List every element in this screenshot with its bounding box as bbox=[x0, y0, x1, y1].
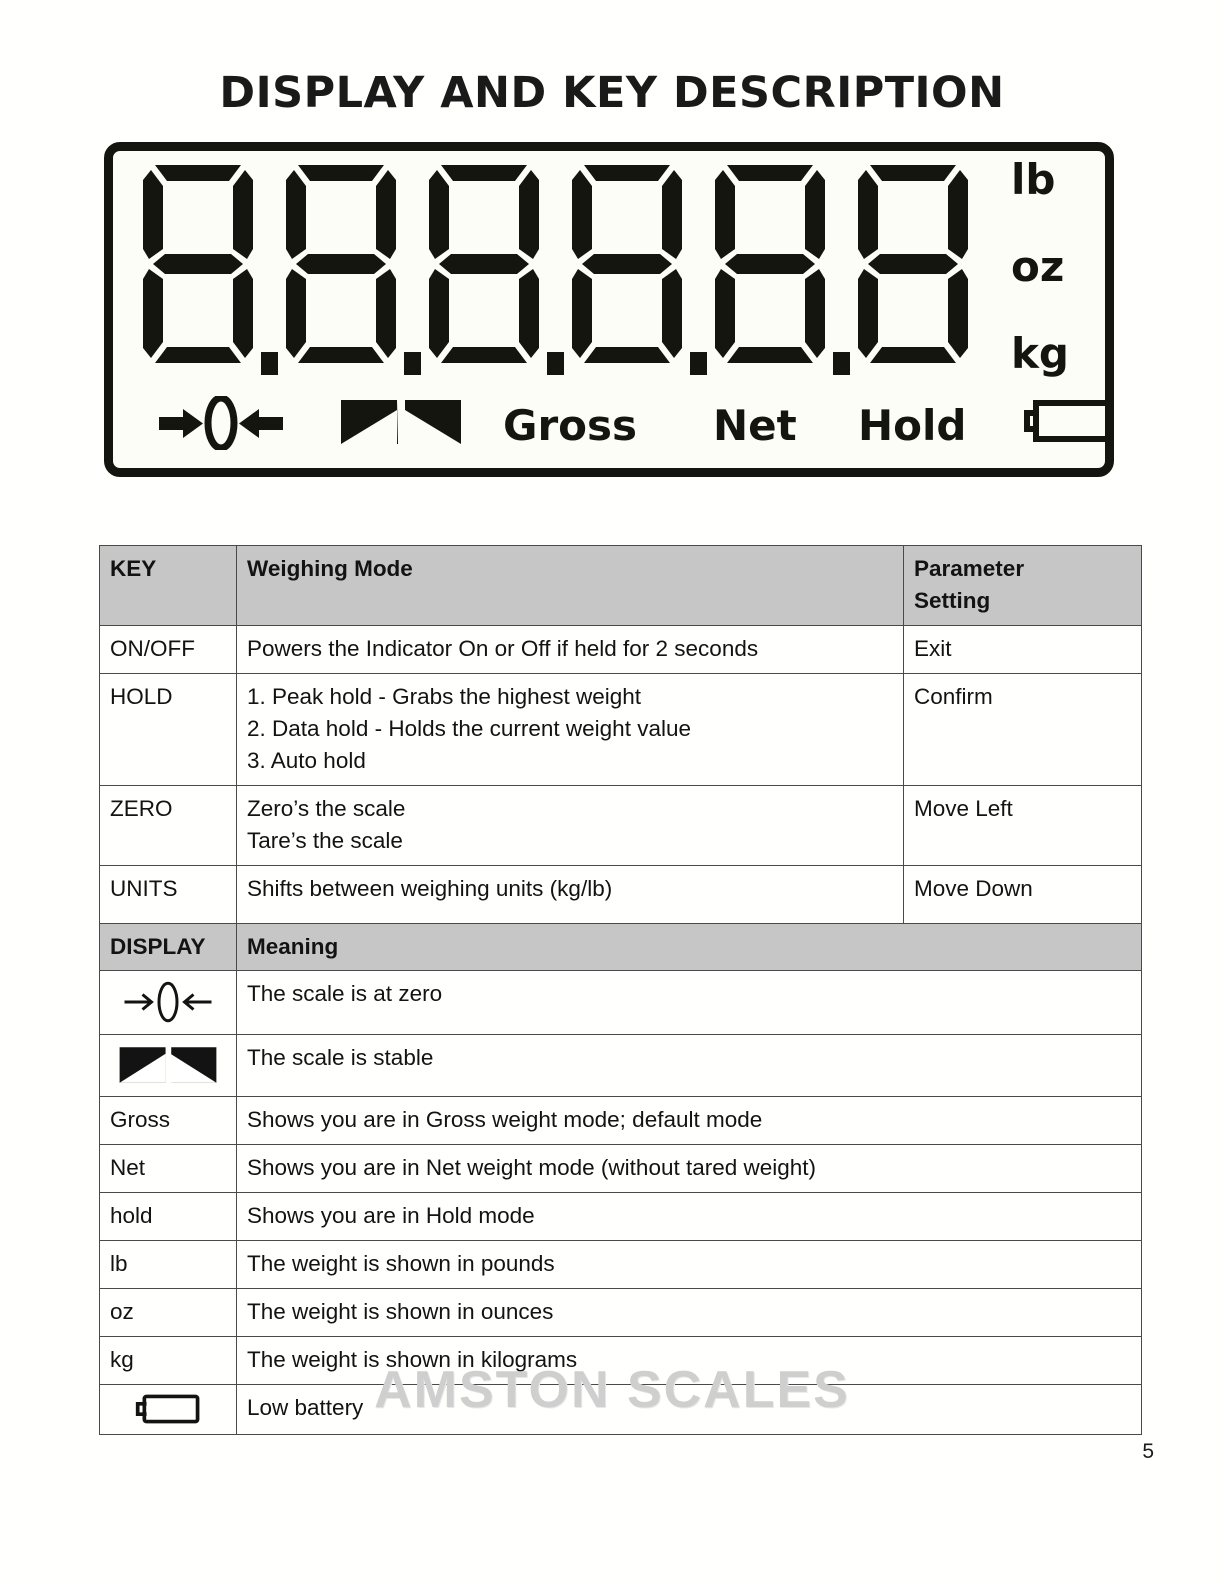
hold-indicator: Hold bbox=[858, 401, 967, 450]
meaning-zero: The scale is at zero bbox=[237, 971, 1142, 1035]
table-row bbox=[100, 785, 1142, 865]
meaning-oz: The weight is shown in ounces bbox=[237, 1289, 1142, 1337]
seven-segment-digit bbox=[854, 161, 997, 379]
seven-segment-digit bbox=[568, 161, 711, 379]
header-parameter-setting bbox=[904, 546, 1142, 626]
hold-mode-line-2: 2. Data hold - Holds the current weight value bbox=[247, 715, 691, 741]
unit-label-oz: oz bbox=[1011, 242, 1065, 291]
zero-mode-line-1: Zero’s the scale bbox=[247, 795, 406, 821]
seven-segment-digit-row bbox=[139, 161, 999, 379]
digit-segments-icon bbox=[139, 161, 257, 367]
meaning-lb: The weight is shown in pounds bbox=[237, 1241, 1142, 1289]
low-battery-indicator bbox=[1023, 398, 1115, 444]
battery-icon bbox=[1023, 398, 1115, 444]
hold-mode-line-1: 1. Peak hold - Grabs the highest weight bbox=[247, 683, 641, 709]
seven-segment-digit bbox=[282, 161, 425, 379]
display-label-lb: lb bbox=[100, 1241, 237, 1289]
decimal-point bbox=[261, 352, 278, 375]
display-header-row bbox=[100, 923, 1142, 971]
seven-segment-digit bbox=[139, 161, 282, 379]
digit-segments-icon bbox=[568, 161, 686, 367]
lcd-unit-labels bbox=[1009, 155, 1089, 378]
seven-segment-digit bbox=[425, 161, 568, 379]
mode-text-units: Shifts between weighing units (kg/lb) bbox=[237, 865, 904, 923]
net-indicator: Net bbox=[713, 401, 797, 450]
digit-segments-icon bbox=[425, 161, 543, 367]
zero-arrows-icon bbox=[120, 978, 216, 1026]
param-text-onoff: Exit bbox=[904, 625, 1142, 673]
seven-segment-digit bbox=[711, 161, 854, 379]
decimal-point bbox=[547, 352, 564, 375]
display-label-oz: oz bbox=[100, 1289, 237, 1337]
table-row bbox=[100, 625, 1142, 673]
zero-mode-line-2: Tare’s the scale bbox=[247, 827, 403, 853]
header-key: KEY bbox=[100, 546, 237, 626]
lcd-display-panel bbox=[104, 142, 1114, 477]
header-weighing-mode: Weighing Mode bbox=[237, 546, 904, 626]
stability-triangles-icon bbox=[339, 398, 463, 446]
header-display: DISPLAY bbox=[100, 923, 237, 971]
display-label-gross: Gross bbox=[100, 1097, 237, 1145]
page-title: DISPLAY AND KEY DESCRIPTION bbox=[219, 68, 1005, 118]
unit-label-lb: lb bbox=[1011, 155, 1056, 204]
display-symbol-stable bbox=[100, 1035, 237, 1097]
header-meaning: Meaning bbox=[237, 923, 1142, 971]
key-label-zero: ZERO bbox=[100, 785, 237, 865]
table-header-row bbox=[100, 546, 1142, 626]
param-text-hold: Confirm bbox=[904, 673, 1142, 785]
meaning-low-battery: Low battery bbox=[237, 1385, 1142, 1435]
display-symbol-zero bbox=[100, 971, 237, 1035]
table-row bbox=[100, 865, 1142, 923]
decimal-point bbox=[404, 352, 421, 375]
lcd-status-indicator-row bbox=[143, 390, 1073, 452]
key-label-units: UNITS bbox=[100, 865, 237, 923]
decimal-point bbox=[690, 352, 707, 375]
table-row bbox=[100, 1289, 1142, 1337]
zero-indicator bbox=[157, 396, 285, 450]
meaning-kg: The weight is shown in kilograms bbox=[237, 1337, 1142, 1385]
amston-scales-watermark: AMSTON SCALES bbox=[374, 1361, 850, 1419]
meaning-gross: Shows you are in Gross weight mode; default mode bbox=[237, 1097, 1142, 1145]
param-text-zero: Move Left bbox=[904, 785, 1142, 865]
meaning-net: Shows you are in Net weight mode (without tared weight) bbox=[237, 1145, 1142, 1193]
unit-label-kg: kg bbox=[1011, 329, 1069, 378]
stability-triangles-icon bbox=[118, 1045, 218, 1085]
meaning-stable: The scale is stable bbox=[237, 1035, 1142, 1097]
display-label-kg: kg bbox=[100, 1337, 237, 1385]
table-row bbox=[100, 1241, 1142, 1289]
digit-segments-icon bbox=[711, 161, 829, 367]
mode-text-hold bbox=[237, 673, 904, 785]
meaning-hold: Shows you are in Hold mode bbox=[237, 1193, 1142, 1241]
key-label-hold: HOLD bbox=[100, 673, 237, 785]
table-row bbox=[100, 1035, 1142, 1097]
table-row bbox=[100, 1145, 1142, 1193]
mode-text-zero bbox=[237, 785, 904, 865]
param-text-units: Move Down bbox=[904, 865, 1142, 923]
hold-mode-line-3: 3. Auto hold bbox=[247, 747, 366, 773]
header-parameter-line1: Parameter bbox=[914, 556, 1025, 581]
digit-segments-icon bbox=[282, 161, 400, 367]
table-row bbox=[100, 971, 1142, 1035]
gross-indicator: Gross bbox=[503, 401, 638, 450]
digit-segments-icon bbox=[854, 161, 972, 367]
zero-arrows-icon bbox=[157, 396, 285, 450]
key-label-onoff: ON/OFF bbox=[100, 625, 237, 673]
page-number: 5 bbox=[1142, 1440, 1154, 1463]
table-row bbox=[100, 673, 1142, 785]
display-label-net: Net bbox=[100, 1145, 237, 1193]
key-description-table bbox=[99, 545, 1142, 1435]
stability-indicator bbox=[339, 398, 463, 446]
table-row bbox=[100, 1097, 1142, 1145]
table-row bbox=[100, 1193, 1142, 1241]
decimal-point bbox=[833, 352, 850, 375]
mode-text-onoff: Powers the Indicator On or Off if held for 2 seconds bbox=[237, 625, 904, 673]
header-parameter-line2: Setting bbox=[914, 587, 991, 613]
display-label-hold: hold bbox=[100, 1193, 237, 1241]
